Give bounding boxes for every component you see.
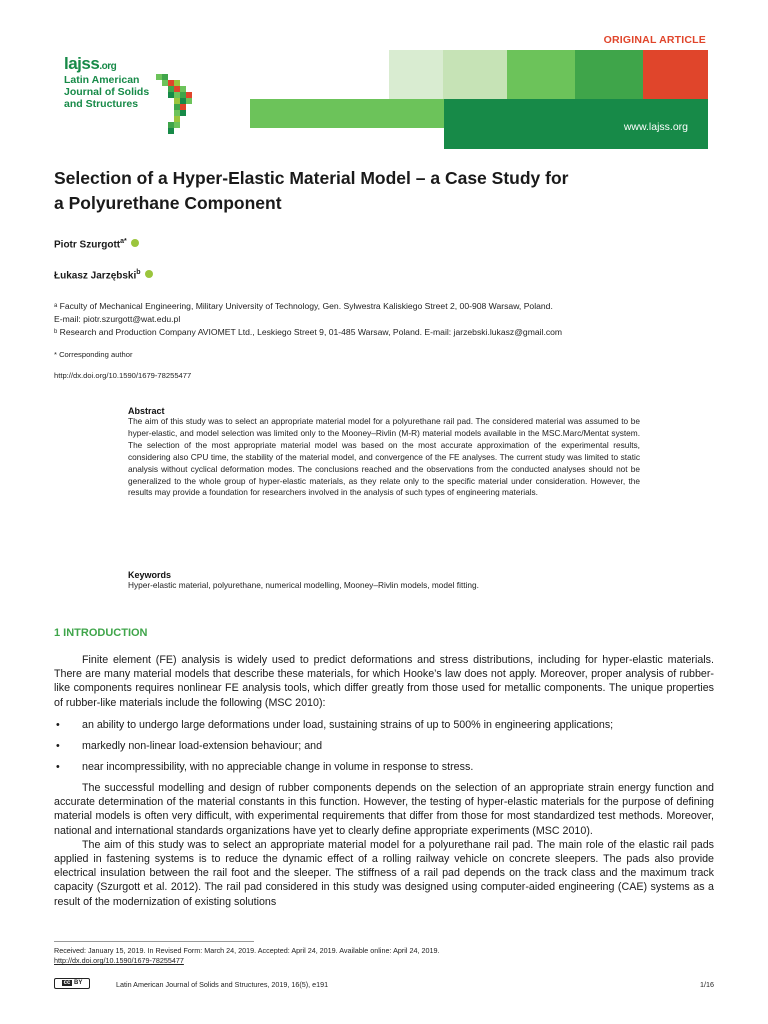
section-heading: 1 INTRODUCTION [54,627,148,639]
logo-line: and Structures [64,98,139,110]
orcid-icon[interactable] [145,270,153,278]
corresponding-author: * Corresponding author [54,350,133,359]
author-name: Łukasz Jarzębski [54,270,137,282]
logo-line: Latin American [64,74,140,86]
banner-block [250,128,444,149]
abstract [128,406,640,499]
banner-block [575,50,643,99]
journal-logo [64,54,149,110]
bullet-list [54,718,714,781]
paragraph [54,653,714,710]
author [54,238,139,250]
journal-url[interactable]: www.lajss.org [623,121,688,133]
affiliation-line: ᵇ Research and Production Company AVIOMET Ltd., Leskiego Street 9, 01-485 Warsaw, Poland. E-mail: jarzebski.lukasz@gmail.com [54,327,563,337]
cc-license-icon[interactable]: cc BY [54,978,90,989]
paragraph-text: Finite element (FE) analysis is widely used to predict deformations and stress distributions, including for hyper-elastic materials. There are many material models that describe these materials, for which Hooke’s law does not apply. Moreover, proper analysis of rubber-like components requires nonlinear FE analysis tools, which differ greatly from those used for metallic components. The unique properties of rubber-like materials include the following (MSC 2010): [54,654,714,709]
paragraph [54,781,714,909]
keywords-text: Hyper-elastic material, polyurethane, numerical modelling, Mooney–Rivlin models, model fitting. [128,580,479,590]
abstract-heading: Abstract [128,406,165,416]
footer-doi-link[interactable]: http://dx.doi.org/10.1590/1679-78255477 [54,956,184,965]
doi-link[interactable]: http://dx.doi.org/10.1590/1679-78255477 [54,371,192,380]
affiliation-line: E-mail: piotr.szurgott@wat.edu.pl [54,314,181,324]
paragraph-text: The successful modelling and design of rubber components depends on the selection of an appropriate strain energy function and accurate determination of the material constants in this function. However, the testing of hyper-elastic materials for the purpose of defining material models is often very difficult, with experimental requirements that differ from those for most standardized test methods. Moreover, national and international standards organizations have yet to clearly define appropriate experiments (MSC 2010). [54,782,714,837]
banner-block [250,99,444,128]
author-sup: a* [120,238,127,245]
banner-block [643,50,708,99]
keywords-heading: Keywords [128,570,172,580]
journal-banner [54,50,708,149]
paper-title [54,166,694,216]
journal-reference: Latin American Journal of Solids and Structures, 2019, 16(5), e191 [116,980,329,989]
logo-line: Journal of Solids [64,86,150,98]
list-item: • an ability to undergo large deformations under load, sustaining strains of up to 500% in engineering applications; [54,718,714,739]
author-sup: b [136,269,141,276]
list-item: • markedly non-linear load-extension behaviour; and [54,739,714,760]
logo-wordmark: lajss.org [64,54,117,73]
affiliation-a [54,300,562,339]
keywords [128,570,640,592]
footer-divider [54,941,254,942]
title-line: Selection of a Hyper-Elastic Material Model – a Case Study for [54,168,569,188]
banner-block [443,50,507,99]
banner-block [507,50,575,99]
logo-map-icon [144,70,214,140]
publication-dates [54,946,439,966]
abstract-text: The aim of this study was to select an appropriate material model for a polyurethane rail pad. The considered material was assumed to be hyper-elastic, and model selection was limited only to the Mooney–Rivlin (M-R) material models available in the MSC.Marc/Mentat system. The selection of the most appropriate material model was based on the most accurate approximation of the experimental results, considering also CPU time, the stability of the material model, and convergence of the FE analyses. The current study was limited to static analysis without cyclical deformation modes. The conclusions reached and the observations from the conducted analyses should not be generalized to the whole group of hyper-elastic materials, as they relate only to the specific material under consideration. However, the results may provide a foundation for researchers involved in the analysis of such types of engineering materials. [128,416,640,498]
author-name: Piotr Szurgott [54,239,121,251]
list-item: • near incompressibility, with no appreciable change in volume in response to stress. [54,760,714,781]
paragraph-text: The aim of this study was to select an appropriate material model for a polyurethane rail pad. The main role of the elastic rail pads applied in fastening systems is to reduce the dynamic effect of a rolling railway vehicle on concrete sleepers. The pads also provide electrical insulation between the rail foot and the sleeper. The stiffness of a rail pad depends on the track class and the maximum track capacity (Szurgott et al. 2012). The rail pad considered in this study was designed using computer-aided engineering (CAE) systems as a result of the modernization of existing solutions [54,838,714,908]
dates-text: Received: January 15, 2019. In Revised Form: March 24, 2019. Accepted: April 24, 2019. Available online: April 24, 2019. [54,946,440,955]
article-type-label: ORIGINAL ARTICLE [603,34,706,46]
orcid-icon[interactable] [131,239,139,247]
affiliation-line: ᵃ Faculty of Mechanical Engineering, Military University of Technology, Gen. Sylwestra Kaliskiego Street 2, 00-908 Warsaw, Poland. [54,301,553,311]
page-number: 1/16 [700,980,714,989]
title-line: a Polyurethane Component [54,193,282,213]
author [54,269,153,281]
